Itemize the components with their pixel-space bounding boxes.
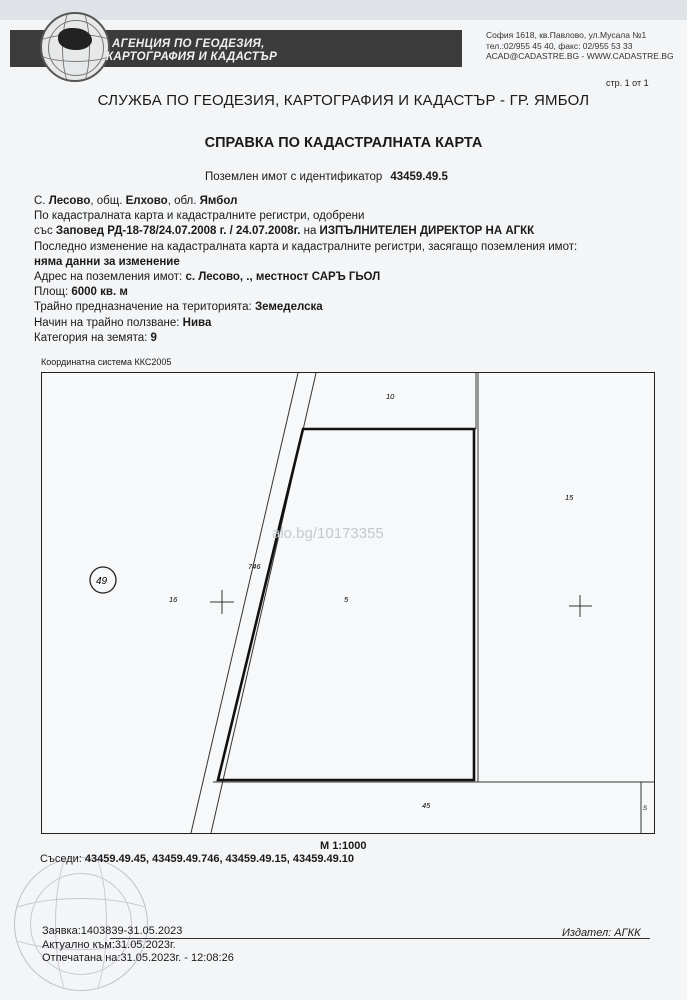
issuer: Издател: АГКК (562, 927, 641, 939)
document-title: СПРАВКА ПО КАДАСТРАЛНАТА КАРТА (204, 135, 483, 151)
address-line: Адрес на поземления имот: с. Лесово, ., местност САРЪ ГЬОЛ (34, 271, 381, 284)
neighbours-line: Съседи: 43459.49.45, 43459.49.746, 43459.49.15, 43459.49.10 (40, 853, 355, 865)
printed-date: Отпечатана на:31.05.2023г. - 12:08:26 (42, 952, 234, 964)
parcel-identifier: Поземлен имот с идентификатор 43459.49.5 (205, 171, 448, 183)
block-49-label: 49 (96, 576, 108, 587)
parcel-10-label: 10 (386, 392, 395, 401)
request-number: Заявка:1403839-31.05.2023 (42, 925, 183, 937)
page-number: стр. 1 от 1 (606, 78, 649, 88)
area-line: Площ: 6000 кв. м (34, 286, 128, 299)
cadastral-map (41, 370, 655, 834)
updated-date: Актуално към:31.05.2023г. (42, 938, 176, 951)
parcel-45-label: 45 (422, 801, 431, 810)
order-line: със Заповед РД-18-78/24.07.2008 г. / 24.07.2008г. на ИЗПЪЛНИТЕЛЕН ДИРЕКТОР НА АГКК (34, 225, 535, 238)
category-line: Категория на земята: 9 (34, 331, 157, 344)
footer-globe-watermark (14, 857, 148, 991)
small-parcel-label: S (643, 806, 648, 812)
map-scale: М 1:1000 (320, 840, 367, 852)
watermark: alo.bg/10173355 (272, 525, 384, 542)
purpose-line: Трайно предназначение на територията: Земеделска (34, 301, 323, 314)
parcel-info (34, 194, 577, 346)
parcel-16-label: 16 (169, 595, 178, 604)
agency-contact: София 1618, кв.Павлово, ул.Мусала №1 тел.:02/955 45 40, факс: 02/955 53 33 ACAD@CADASTRE.BG - WWW.CADASTRE.BG (486, 30, 674, 61)
agency-name: АГЕНЦИЯ ПО ГЕОДЕЗИЯ, КАРТОГРАФИЯ И КАДАСТЪР (106, 38, 278, 63)
service-name: СЛУЖБА ПО ГЕОДЕЗИЯ, КАРТОГРАФИЯ И КАДАСТЪР - ГР. ЯМБОЛ (97, 92, 590, 109)
last-change-value: няма данни за изменение (34, 255, 180, 268)
location-line: С. Лесово, общ. Елхово, обл. Ямбол (34, 195, 238, 207)
road-746-label: 746 (248, 562, 261, 571)
coordinate-system: Координатна система ККС2005 (41, 357, 172, 367)
parcel-5-label: 5 (344, 595, 349, 604)
parcel-15-label: 15 (565, 493, 574, 502)
identifier-value: 43459.49.5 (390, 171, 448, 183)
approval-line: По кадастралната карта и кадастралните регистри, одобрени (34, 210, 365, 223)
footer-info (42, 925, 234, 966)
usage-line: Начин на трайно ползване: Нива (34, 316, 212, 329)
last-change-label: Последно изменение на кадастралната карта и кадастралните регистри, засягащо поземления имот: (34, 240, 578, 253)
agency-globe-logo (40, 12, 110, 82)
